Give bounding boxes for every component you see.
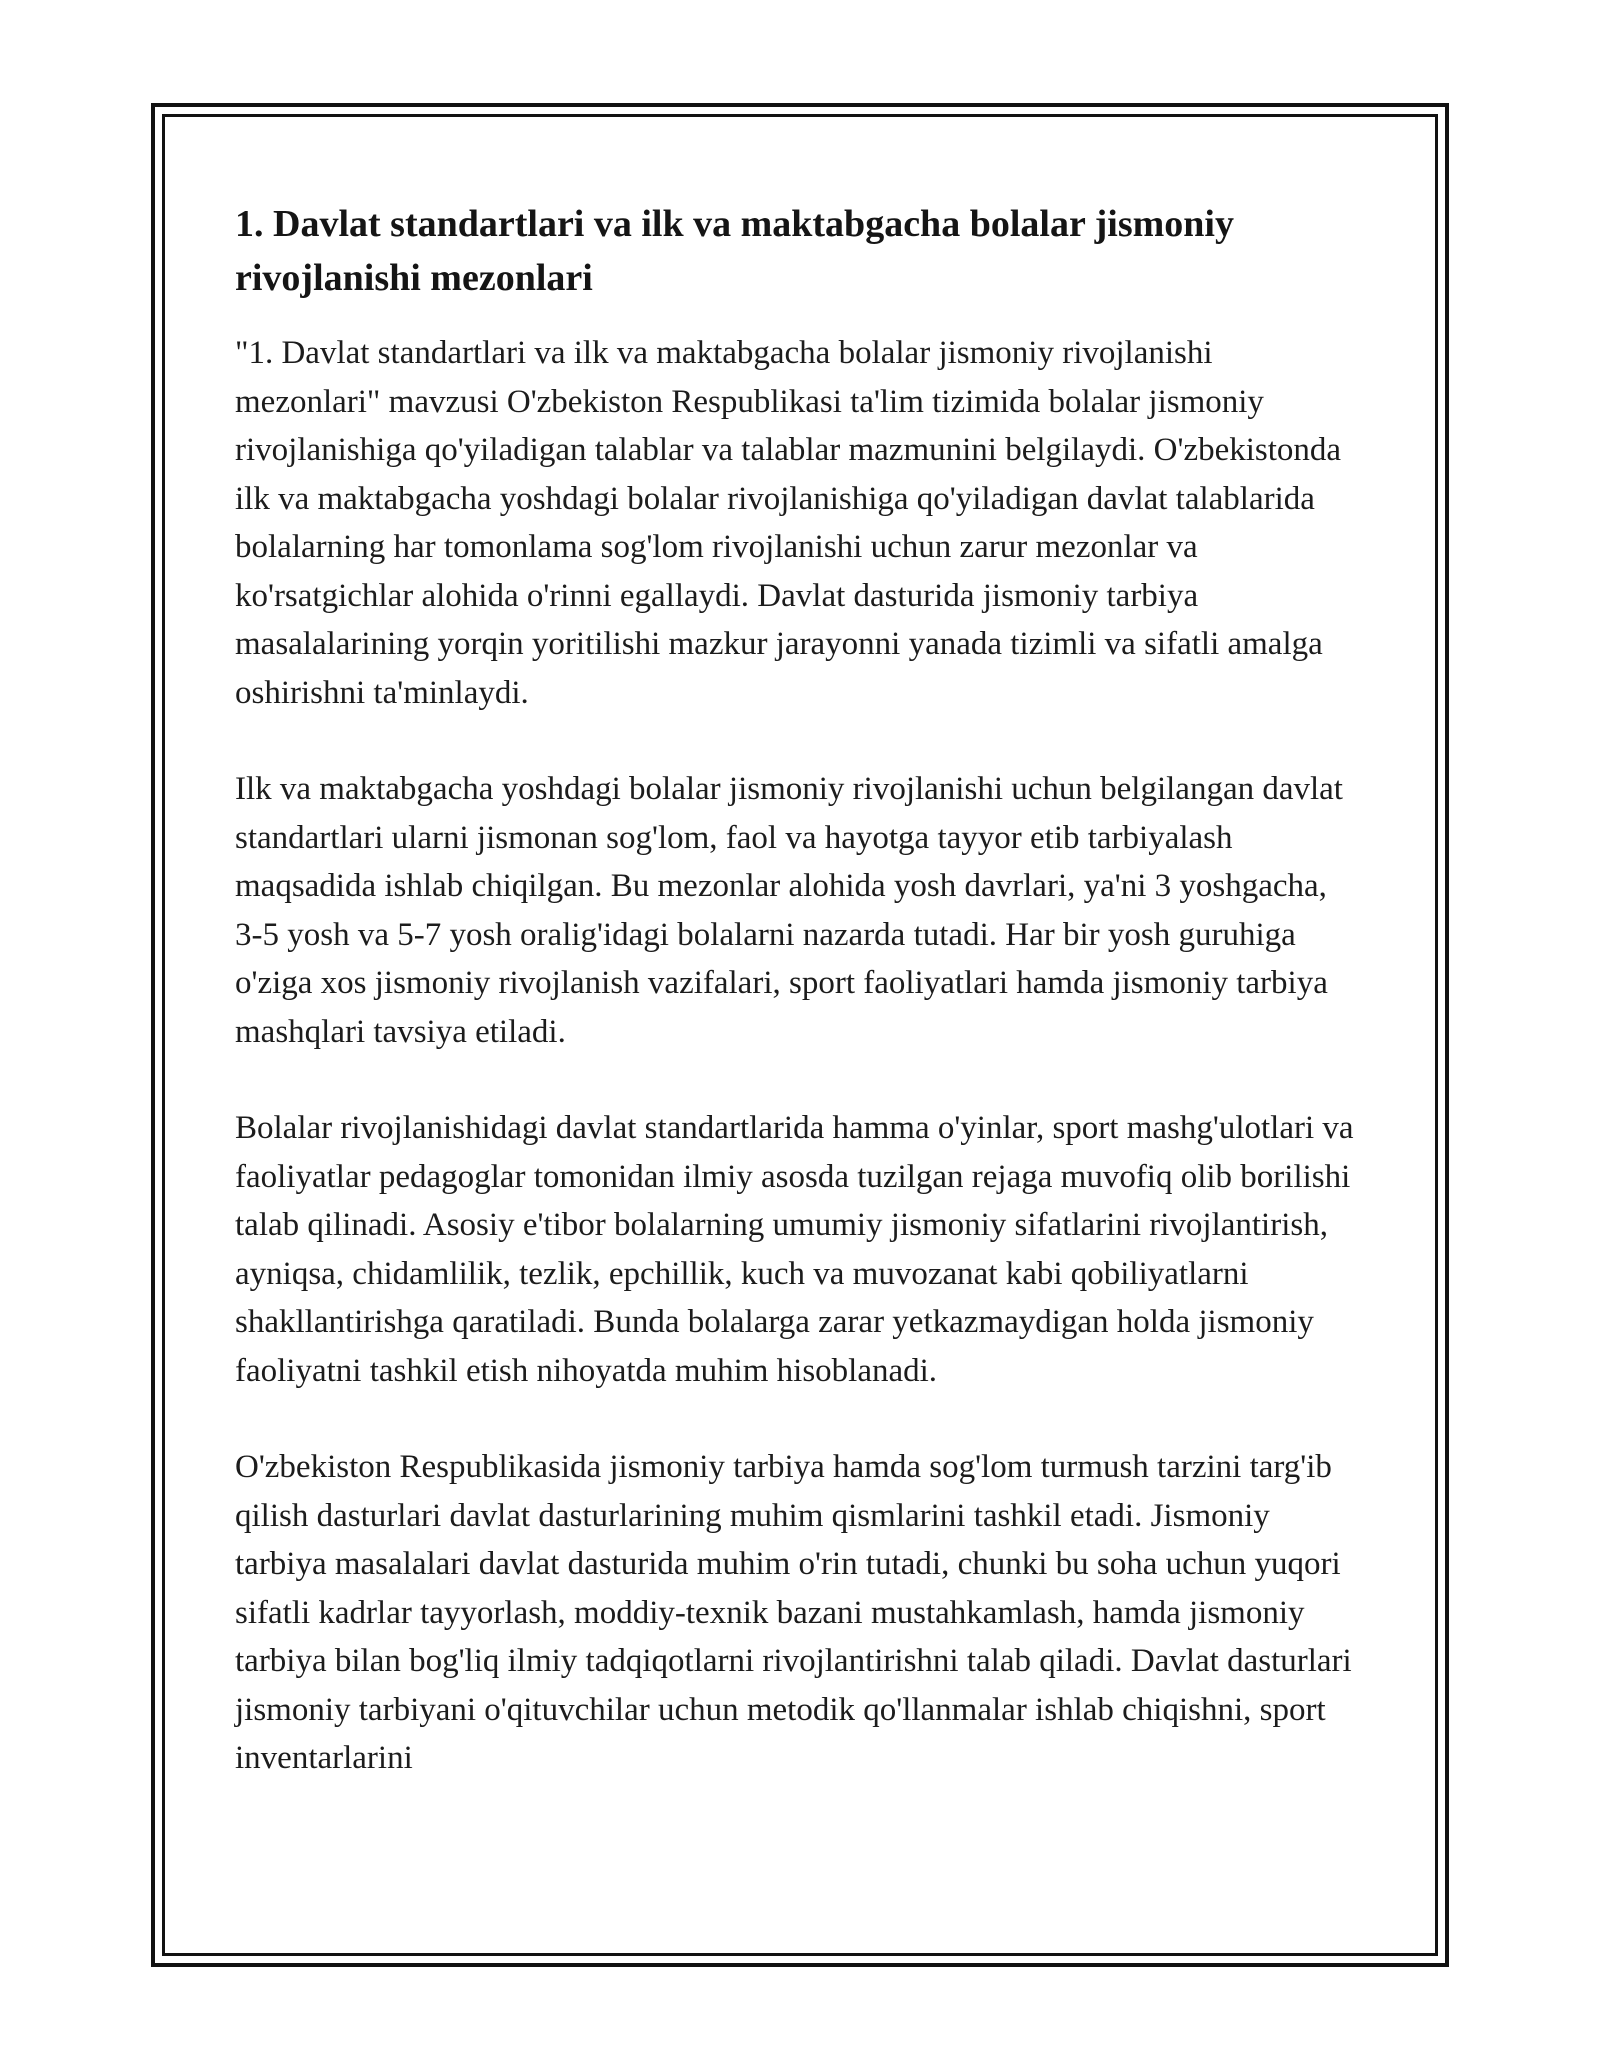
paragraph-3: Bolalar rivojlanishidagi davlat standartlarida hamma o'yinlar, sport mashg'ulotlari va faoliyatlar pedagoglar tomonidan ilmiy asosda tuzilgan rejaga muvofiq olib borilishi talab qilinadi. Asosiy e'tibor bolalarning umumiy jismoniy sifatlarini rivojlantirish, ayniqsa, chidamlilik, tezlik, epchillik, kuch va muvozanat kabi qobiliyatlarni shakllantirishga qaratiladi. Bunda bolalarga zarar yetkazmaydigan holda jismoniy faoliyatni tashkil etish nihoyatda muhim hisoblanadi. (235, 1110, 1354, 1389)
page-border-outer (151, 103, 1449, 1967)
paragraph-4: O'zbekiston Respublikasida jismoniy tarbiya hamda sog'lom turmush tarzini targ'ib qilish dasturlari davlat dasturlarining muhim qismlarini tashkil etadi. Jismoniy tarbiya masalalari davlat dasturida muhim o'rin tutadi, chunki bu soha uchun yuqori sifatli kadrlar tayyorlash, moddiy-texnik bazani mustahkamlash, hamda jismoniy tarbiya bilan bog'liq ilmiy tadqiqotlarni rivojlantirishni talab qiladi. Davlat dasturlari jismoniy tarbiyani o'qituvchilar uchun metodik qo'llanmalar ishlab chiqishni, sport inventarlarini (235, 1449, 1352, 1776)
paragraph-2: Ilk va maktabgacha yoshdagi bolalar jismoniy rivojlanishi uchun belgilangan davlat standartlari ularni jismonan sog'lom, faol va hayotga tayyor etib tarbiyalash maqsadida ishlab chiqilgan. Bu mezonlar alohida yosh davrlari, ya'ni 3 yoshgacha, 3-5 yosh va 5-7 yosh oralig'idagi bolalarni nazarda tutadi. Har bir yosh guruhiga o'ziga xos jismoniy rivojlanish vazifalari, sport faoliyatlari hamda jismoniy tarbiya mashqlari tavsiya etiladi. (235, 771, 1343, 1050)
page-border-inner (162, 114, 1438, 1956)
paragraph-1: "1. Davlat standartlari va ilk va maktabgacha bolalar jismoniy rivojlanishi mezonlari" mavzusi O'zbekiston Respublikasi ta'lim tizimida bolalar jismoniy rivojlanishiga qo'yiladigan talablar va talablar mazmunini belgilaydi. O'zbekistonda ilk va maktabgacha yoshdagi bolalar rivojlanishiga qo'yiladigan davlat talablarida bolalarning har tomonlama sog'lom rivojlanishi uchun zarur mezonlar va ko'rsatgichlar alohida o'rinni egallaydi. Davlat dasturida jismoniy tarbiya masalalarining yorqin yoritilishi mazkur jarayonni yanada tizimli va sifatli amalga oshirishni ta'minlaydi. (235, 335, 1342, 711)
document-body (235, 197, 1355, 1783)
section-heading: 1. Davlat standartlari va ilk va maktabgacha bolalar jismoniy rivojlanishi mezonlari (235, 203, 1234, 299)
